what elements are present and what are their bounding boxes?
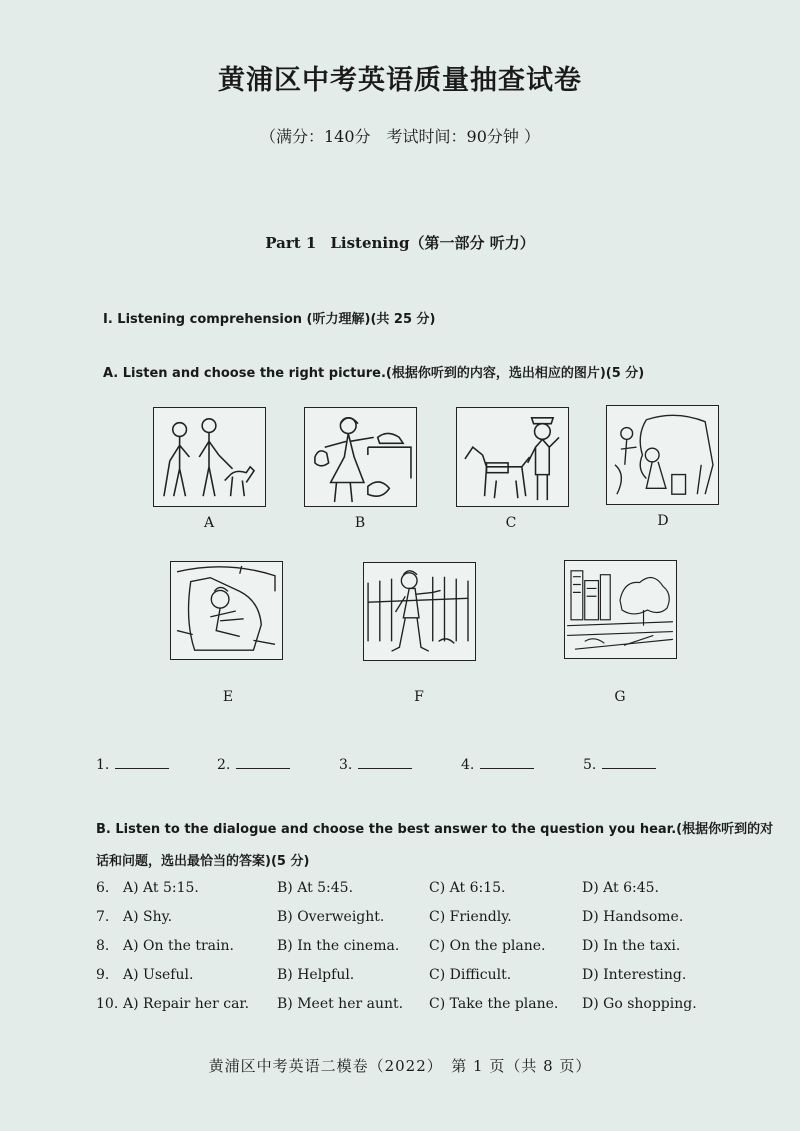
- option-d[interactable]: D) Handsome.: [582, 909, 684, 925]
- section-a-heading: A. Listen and choose the right picture.(根据你听到的内容，选出相应的图片)(5 分): [103, 366, 645, 381]
- option-d[interactable]: D) At 6:45.: [582, 880, 659, 896]
- question-number: 6.: [96, 880, 110, 896]
- section-b-heading: B. Listen to the dialogue and choose the best answer to the question you hear.(根据你听到的对话和问题，选出最恰当的答案)(5 分): [96, 822, 774, 869]
- city-park-scene-icon: [565, 561, 676, 658]
- picture-e: [170, 561, 283, 660]
- question-number: 10.: [96, 996, 119, 1012]
- option-d[interactable]: D) In the taxi.: [582, 938, 681, 954]
- child-in-car-seat-icon: [171, 562, 282, 659]
- page-footer: 黄浦区中考英语二模卷（2022） 第 1 页（共 8 页）: [208, 1057, 592, 1075]
- picture-label-a: A: [203, 515, 215, 531]
- option-c[interactable]: C) On the plane.: [429, 938, 546, 954]
- option-a[interactable]: A) On the train.: [123, 938, 234, 954]
- blank-1[interactable]: 1.: [96, 756, 169, 773]
- blank-2[interactable]: 2.: [217, 756, 290, 773]
- exam-info: （满分：140分 考试时间：90分钟 ）: [260, 127, 540, 146]
- police-officer-with-dog-icon: [457, 408, 568, 506]
- answer-line[interactable]: [602, 756, 656, 769]
- option-a[interactable]: A) Repair her car.: [123, 996, 250, 1012]
- option-d[interactable]: D) Go shopping.: [582, 996, 697, 1012]
- picture-label-c: C: [505, 515, 517, 531]
- picture-label-g: G: [614, 689, 626, 705]
- part-label: Part 1: [265, 234, 317, 252]
- option-b[interactable]: B) Meet her aunt.: [277, 996, 404, 1012]
- blank-4[interactable]: 4.: [461, 756, 534, 773]
- picture-g: [564, 560, 677, 659]
- page-title: 黄浦区中考英语质量抽查试卷: [218, 65, 582, 96]
- blank-3[interactable]: 3.: [339, 756, 412, 773]
- question-number: 9.: [96, 967, 110, 983]
- elephant-and-people-icon: [607, 406, 718, 504]
- picture-label-e: E: [222, 689, 234, 705]
- part-name: Listening（第一部分 听力）: [330, 234, 535, 252]
- blind-man-with-guide-dog-icon: [154, 408, 265, 506]
- picture-a: [153, 407, 266, 507]
- option-d[interactable]: D) Interesting.: [582, 967, 687, 983]
- option-b[interactable]: B) In the cinema.: [277, 938, 400, 954]
- picture-label-f: F: [414, 689, 424, 705]
- picture-b: [304, 407, 417, 507]
- option-c[interactable]: C) Take the plane.: [429, 996, 559, 1012]
- picture-label-b: B: [354, 515, 366, 531]
- question-number: 7.: [96, 909, 110, 925]
- answer-line[interactable]: [115, 756, 169, 769]
- picture-d: [606, 405, 719, 505]
- option-c[interactable]: C) Difficult.: [429, 967, 512, 983]
- part-heading: [0, 232, 800, 253]
- option-a[interactable]: A) At 5:15.: [123, 880, 199, 896]
- option-b[interactable]: B) Overweight.: [277, 909, 385, 925]
- boy-painting-fence-icon: [364, 563, 475, 660]
- answer-line[interactable]: [236, 756, 290, 769]
- picture-f: [363, 562, 476, 661]
- section-heading: I. Listening comprehension (听力理解)(共 25 分): [103, 312, 436, 327]
- blank-5[interactable]: 5.: [583, 756, 656, 773]
- girl-feeding-animals-icon: [305, 408, 416, 506]
- option-b[interactable]: B) Helpful.: [277, 967, 355, 983]
- option-c[interactable]: C) Friendly.: [429, 909, 512, 925]
- answer-line[interactable]: [358, 756, 412, 769]
- question-number: 8.: [96, 938, 110, 954]
- picture-c: [456, 407, 569, 507]
- option-a[interactable]: A) Useful.: [123, 967, 194, 983]
- option-a[interactable]: A) Shy.: [123, 909, 173, 925]
- option-b[interactable]: B) At 5:45.: [277, 880, 354, 896]
- answer-line[interactable]: [480, 756, 534, 769]
- option-c[interactable]: C) At 6:15.: [429, 880, 506, 896]
- picture-label-d: D: [657, 513, 669, 529]
